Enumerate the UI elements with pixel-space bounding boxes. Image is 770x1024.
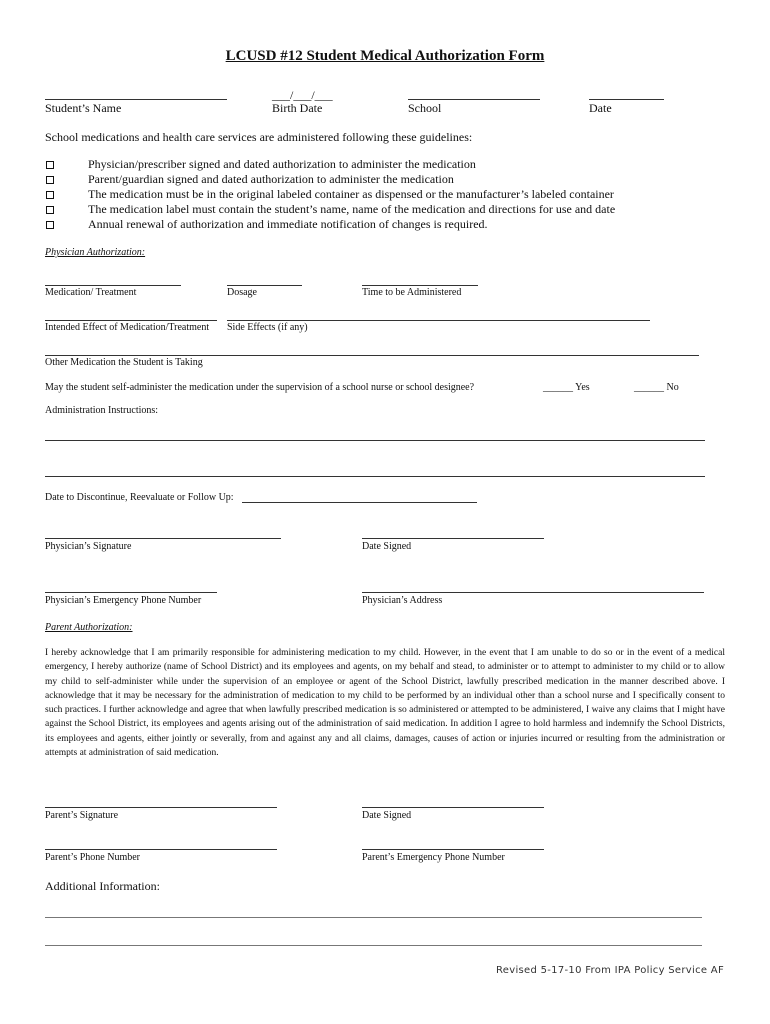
self-administer-no[interactable]: ______ No	[634, 382, 679, 393]
physician-phone-label: Physician’s Emergency Phone Number	[45, 595, 202, 606]
instructions-line-2[interactable]	[45, 476, 705, 477]
revision-footer: Revised 5-17-10 From IPA Policy Service AF	[495, 965, 724, 976]
guideline-text: The medication must be in the original labeled container as dispensed or the manufacturer’s labeled container	[88, 187, 614, 201]
discontinue-date-label: Date to Discontinue, Reevaluate or Follow Up:	[45, 492, 234, 503]
guideline-text: Annual renewal of authorization and immediate notification of changes is required.	[88, 217, 488, 231]
birth-date-field[interactable]: ___/___/___	[272, 88, 333, 102]
dosage-label: Dosage	[227, 287, 257, 298]
date-line[interactable]	[589, 99, 664, 100]
self-administer-yes[interactable]: ______ Yes	[543, 382, 590, 393]
intended-effect-label: Intended Effect of Medication/Treatment	[45, 322, 210, 333]
physician-phone-line[interactable]	[45, 592, 217, 593]
guideline-item	[46, 187, 614, 202]
side-effects-line[interactable]	[227, 320, 650, 321]
date-label: Date	[589, 101, 612, 115]
discontinue-date-line[interactable]	[242, 502, 477, 503]
guideline-text: The medication label must contain the student’s name, name of the medication and directions for use and date	[88, 202, 616, 216]
instructions-line-1[interactable]	[45, 440, 705, 441]
intended-effect-line[interactable]	[45, 320, 217, 321]
school-line[interactable]	[408, 99, 540, 100]
parent-signature-line[interactable]	[45, 807, 277, 808]
parent-emergency-phone-line[interactable]	[362, 849, 544, 850]
guideline-item	[46, 157, 476, 172]
checkbox-icon	[46, 191, 54, 199]
parent-emergency-phone-label: Parent’s Emergency Phone Number	[362, 852, 505, 863]
parent-date-signed-label: Date Signed	[362, 810, 412, 821]
parent-phone-line[interactable]	[45, 849, 277, 850]
birth-date-label: Birth Date	[272, 101, 323, 115]
additional-information-label: Additional Information:	[45, 879, 160, 893]
physician-address-line[interactable]	[362, 592, 704, 593]
student-name-line[interactable]	[45, 99, 227, 100]
physician-signature-label: Physician’s Signature	[45, 541, 132, 552]
side-effects-label: Side Effects (if any)	[227, 322, 308, 333]
checkbox-icon	[46, 221, 54, 229]
guideline-text: Parent/guardian signed and dated authorization to administer the medication	[88, 172, 454, 186]
guideline-item	[46, 172, 454, 187]
other-medication-label: Other Medication the Student is Taking	[45, 357, 203, 368]
parent-date-signed-line[interactable]	[362, 807, 544, 808]
medication-line[interactable]	[45, 285, 181, 286]
parent-authorization-heading: Parent Authorization:	[45, 622, 133, 633]
additional-info-line-2[interactable]	[45, 945, 702, 946]
physician-date-signed-label: Date Signed	[362, 541, 412, 552]
administration-instructions-label: Administration Instructions:	[45, 405, 159, 416]
checkbox-icon	[46, 161, 54, 169]
form-title: LCUSD #12 Student Medical Authorization Form	[225, 48, 545, 64]
medication-label: Medication/ Treatment	[45, 287, 137, 298]
physician-address-label: Physician’s Address	[362, 595, 443, 606]
checkbox-icon	[46, 206, 54, 214]
time-label: Time to be Administered	[362, 287, 462, 298]
time-line[interactable]	[362, 285, 478, 286]
additional-info-line-1[interactable]	[45, 917, 702, 918]
guideline-item	[46, 217, 488, 232]
guidelines-intro: School medications and health care services are administered following these guidelines:	[45, 130, 473, 144]
parent-phone-label: Parent’s Phone Number	[45, 852, 140, 863]
physician-date-signed-line[interactable]	[362, 538, 544, 539]
self-administer-question: May the student self-administer the medication under the supervision of a school nurse or school designee?	[45, 382, 475, 393]
parent-statement: I hereby acknowledge that I am primarily responsible for administering medication to my child. However, in the event that I am unable to do so or in the event of a medical emergency, I hereby authorize (name of School District) and its employees and agents, on my behalf and stead, to administer or to attempt to administer to my child or to allow my child to self-administer while under the supervision of an employee or agent of the School District, lawfully prescribed medication in the manner described above. I acknowledge that it may be necessary for the administration of medication to my child to be performed by an individual other than a school nurse and I specifically consent to such practices. I further acknowledge and agree that when lawfully prescribed medication is so administered or attempted to be administered, I waive any claims that I might have against the School District, its employees and agents arising out of the administration of said medication. In addition I agree to hold harmless and indemnify the School Districts, its employees and agents, either jointly or severally, from and against any and all claims, damages, causes of action or injuries incurred or resulting from the administration or attempts at administration of said medication.	[45, 648, 725, 759]
school-label: School	[408, 101, 442, 115]
guideline-text: Physician/prescriber signed and dated authorization to administer the medication	[88, 157, 476, 171]
guideline-item	[46, 202, 615, 217]
physician-authorization-heading: Physician Authorization:	[45, 247, 146, 258]
parent-signature-label: Parent’s Signature	[45, 810, 119, 821]
student-name-label: Student’s Name	[45, 101, 122, 115]
checkbox-icon	[46, 176, 54, 184]
dosage-line[interactable]	[227, 285, 302, 286]
physician-signature-line[interactable]	[45, 538, 281, 539]
other-medication-line[interactable]	[45, 355, 699, 356]
